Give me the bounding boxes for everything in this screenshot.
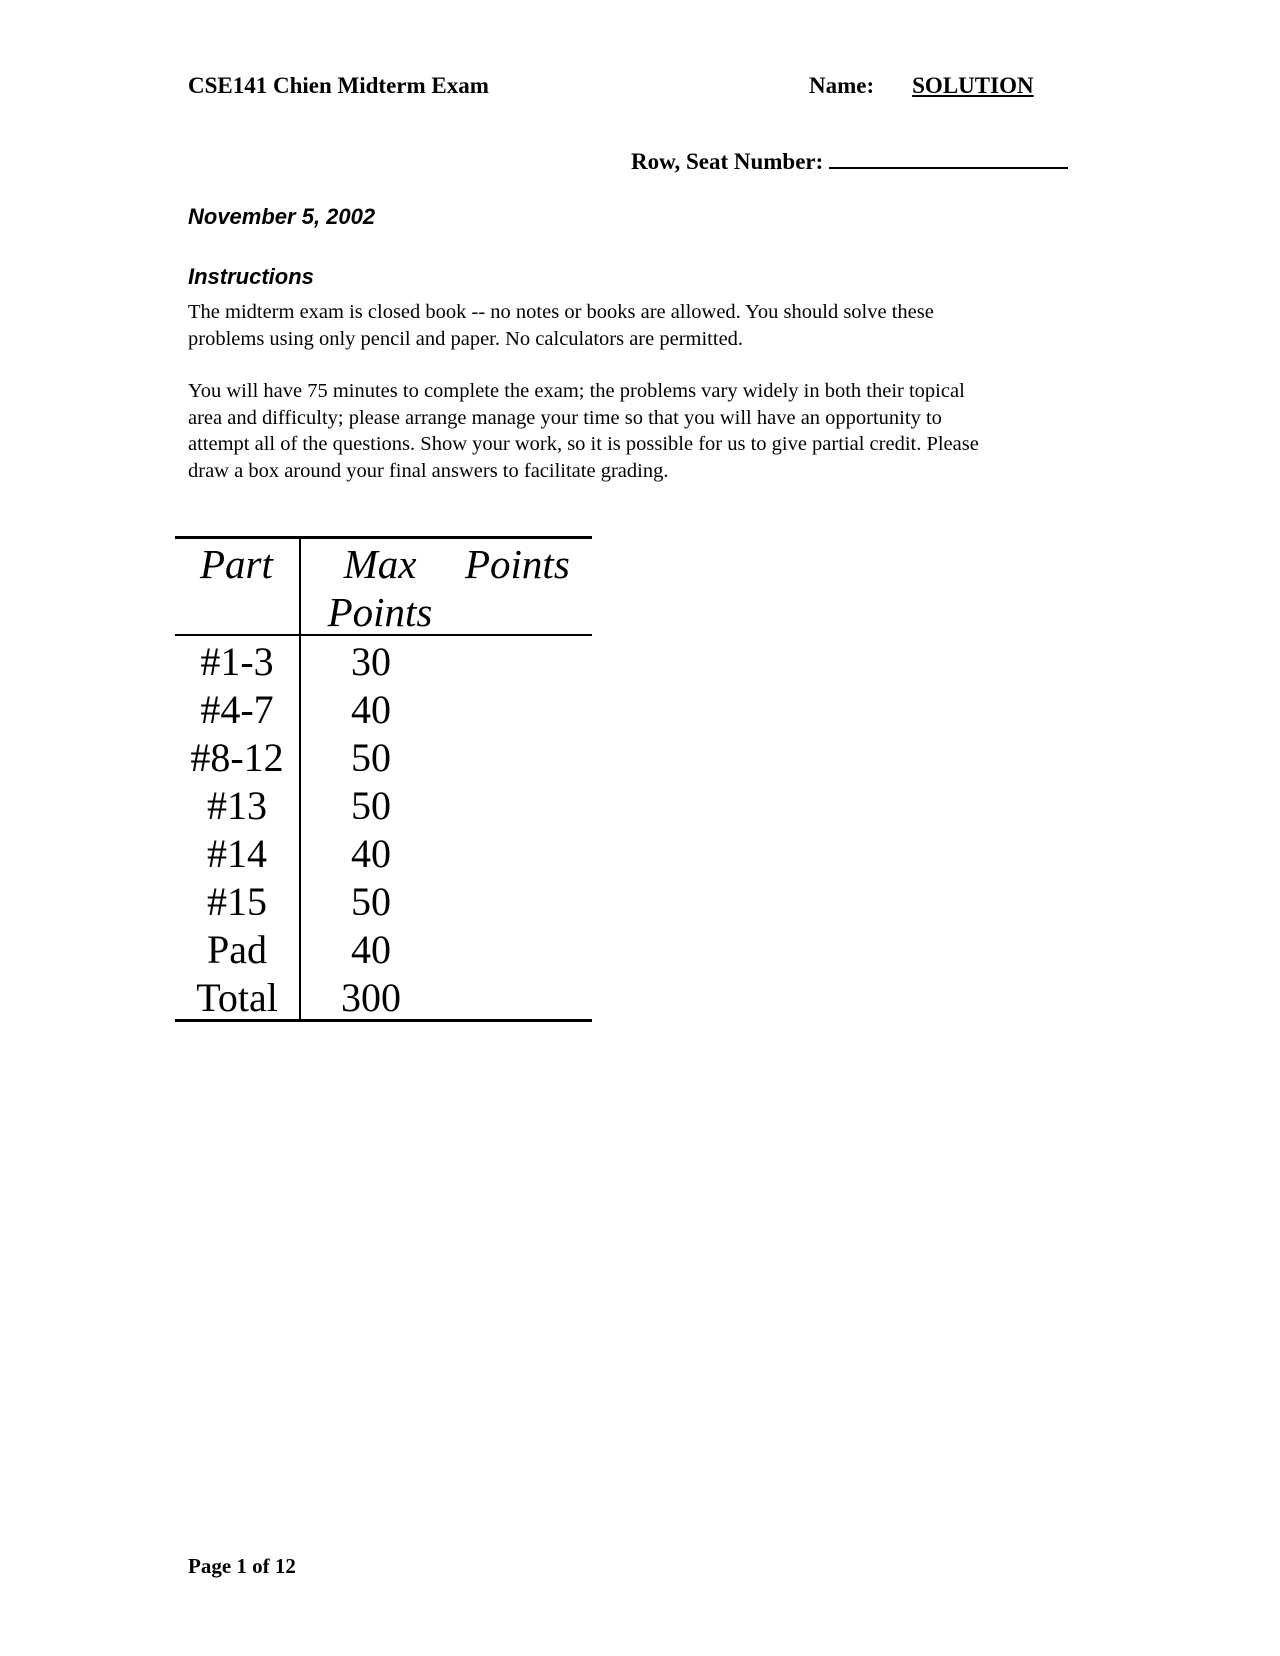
paragraph-line: area and difficulty; please arrange manage your time so that you will have an opportunity to bbox=[188, 406, 942, 429]
cell-part: #15 bbox=[207, 879, 267, 924]
table-row bbox=[175, 974, 592, 1022]
paragraph-line: The midterm exam is closed book -- no notes or books are allowed. You should solve these bbox=[188, 301, 934, 323]
cell-part: #4-7 bbox=[200, 687, 274, 732]
cell-max-points: 40 bbox=[351, 831, 391, 876]
table-row bbox=[175, 926, 592, 974]
column-header-points: Points bbox=[465, 541, 570, 587]
cell-max-points: 50 bbox=[351, 783, 391, 828]
exam-date: November 5, 2002 bbox=[188, 204, 376, 229]
cell-max-points: 30 bbox=[351, 639, 391, 684]
name-value: SOLUTION bbox=[912, 73, 1034, 98]
row-seat-field bbox=[631, 149, 1068, 175]
cell-part: #14 bbox=[207, 831, 267, 876]
table-row bbox=[175, 686, 592, 734]
column-header-max-line2: Points bbox=[327, 589, 433, 635]
column-header-part: Part bbox=[200, 541, 273, 587]
column-header-max-points bbox=[315, 540, 445, 636]
cell-max-points: 40 bbox=[351, 687, 391, 732]
cell-max-points: 40 bbox=[351, 927, 391, 972]
table-row bbox=[175, 830, 592, 878]
score-table bbox=[175, 536, 592, 1022]
cell-part: Total bbox=[196, 975, 278, 1020]
table-body bbox=[175, 638, 592, 1022]
column-header-max-line1: Max bbox=[343, 541, 417, 587]
table-top-rule bbox=[175, 536, 592, 539]
table-row bbox=[175, 638, 592, 686]
table-row bbox=[175, 782, 592, 830]
cell-part: #8-12 bbox=[190, 735, 284, 780]
page-number: Page 1 of 12 bbox=[188, 1554, 296, 1578]
cell-max-points: 300 bbox=[341, 975, 401, 1020]
instructions-paragraph-1 bbox=[188, 299, 1108, 352]
paragraph-line: attempt all of the questions. Show your work, so it is possible for us to give partial credit. Please bbox=[188, 433, 979, 455]
paragraph-line: problems using only pencil and paper. No calculators are permitted. bbox=[188, 327, 744, 350]
paragraph-line: You will have 75 minutes to complete the exam; the problems vary widely in both their topical bbox=[188, 380, 965, 402]
cell-part: #13 bbox=[207, 783, 267, 828]
table-row bbox=[175, 878, 592, 926]
name-field bbox=[809, 73, 1068, 99]
exam-title: CSE141 Chien Midterm Exam bbox=[188, 73, 489, 98]
table-row bbox=[175, 734, 592, 782]
instructions-paragraph-2 bbox=[188, 378, 1108, 484]
instructions-heading: Instructions bbox=[188, 264, 314, 289]
row-seat-label: Row, Seat Number: bbox=[631, 149, 824, 174]
name-label: Name: bbox=[809, 73, 875, 98]
cell-max-points: 50 bbox=[351, 735, 391, 780]
paragraph-line: draw a box around your final answers to facilitate grading. bbox=[188, 459, 669, 482]
cell-max-points: 50 bbox=[351, 879, 391, 924]
row-seat-blank bbox=[829, 166, 1068, 169]
cell-part: Pad bbox=[207, 927, 267, 972]
cell-part: #1-3 bbox=[200, 639, 274, 684]
